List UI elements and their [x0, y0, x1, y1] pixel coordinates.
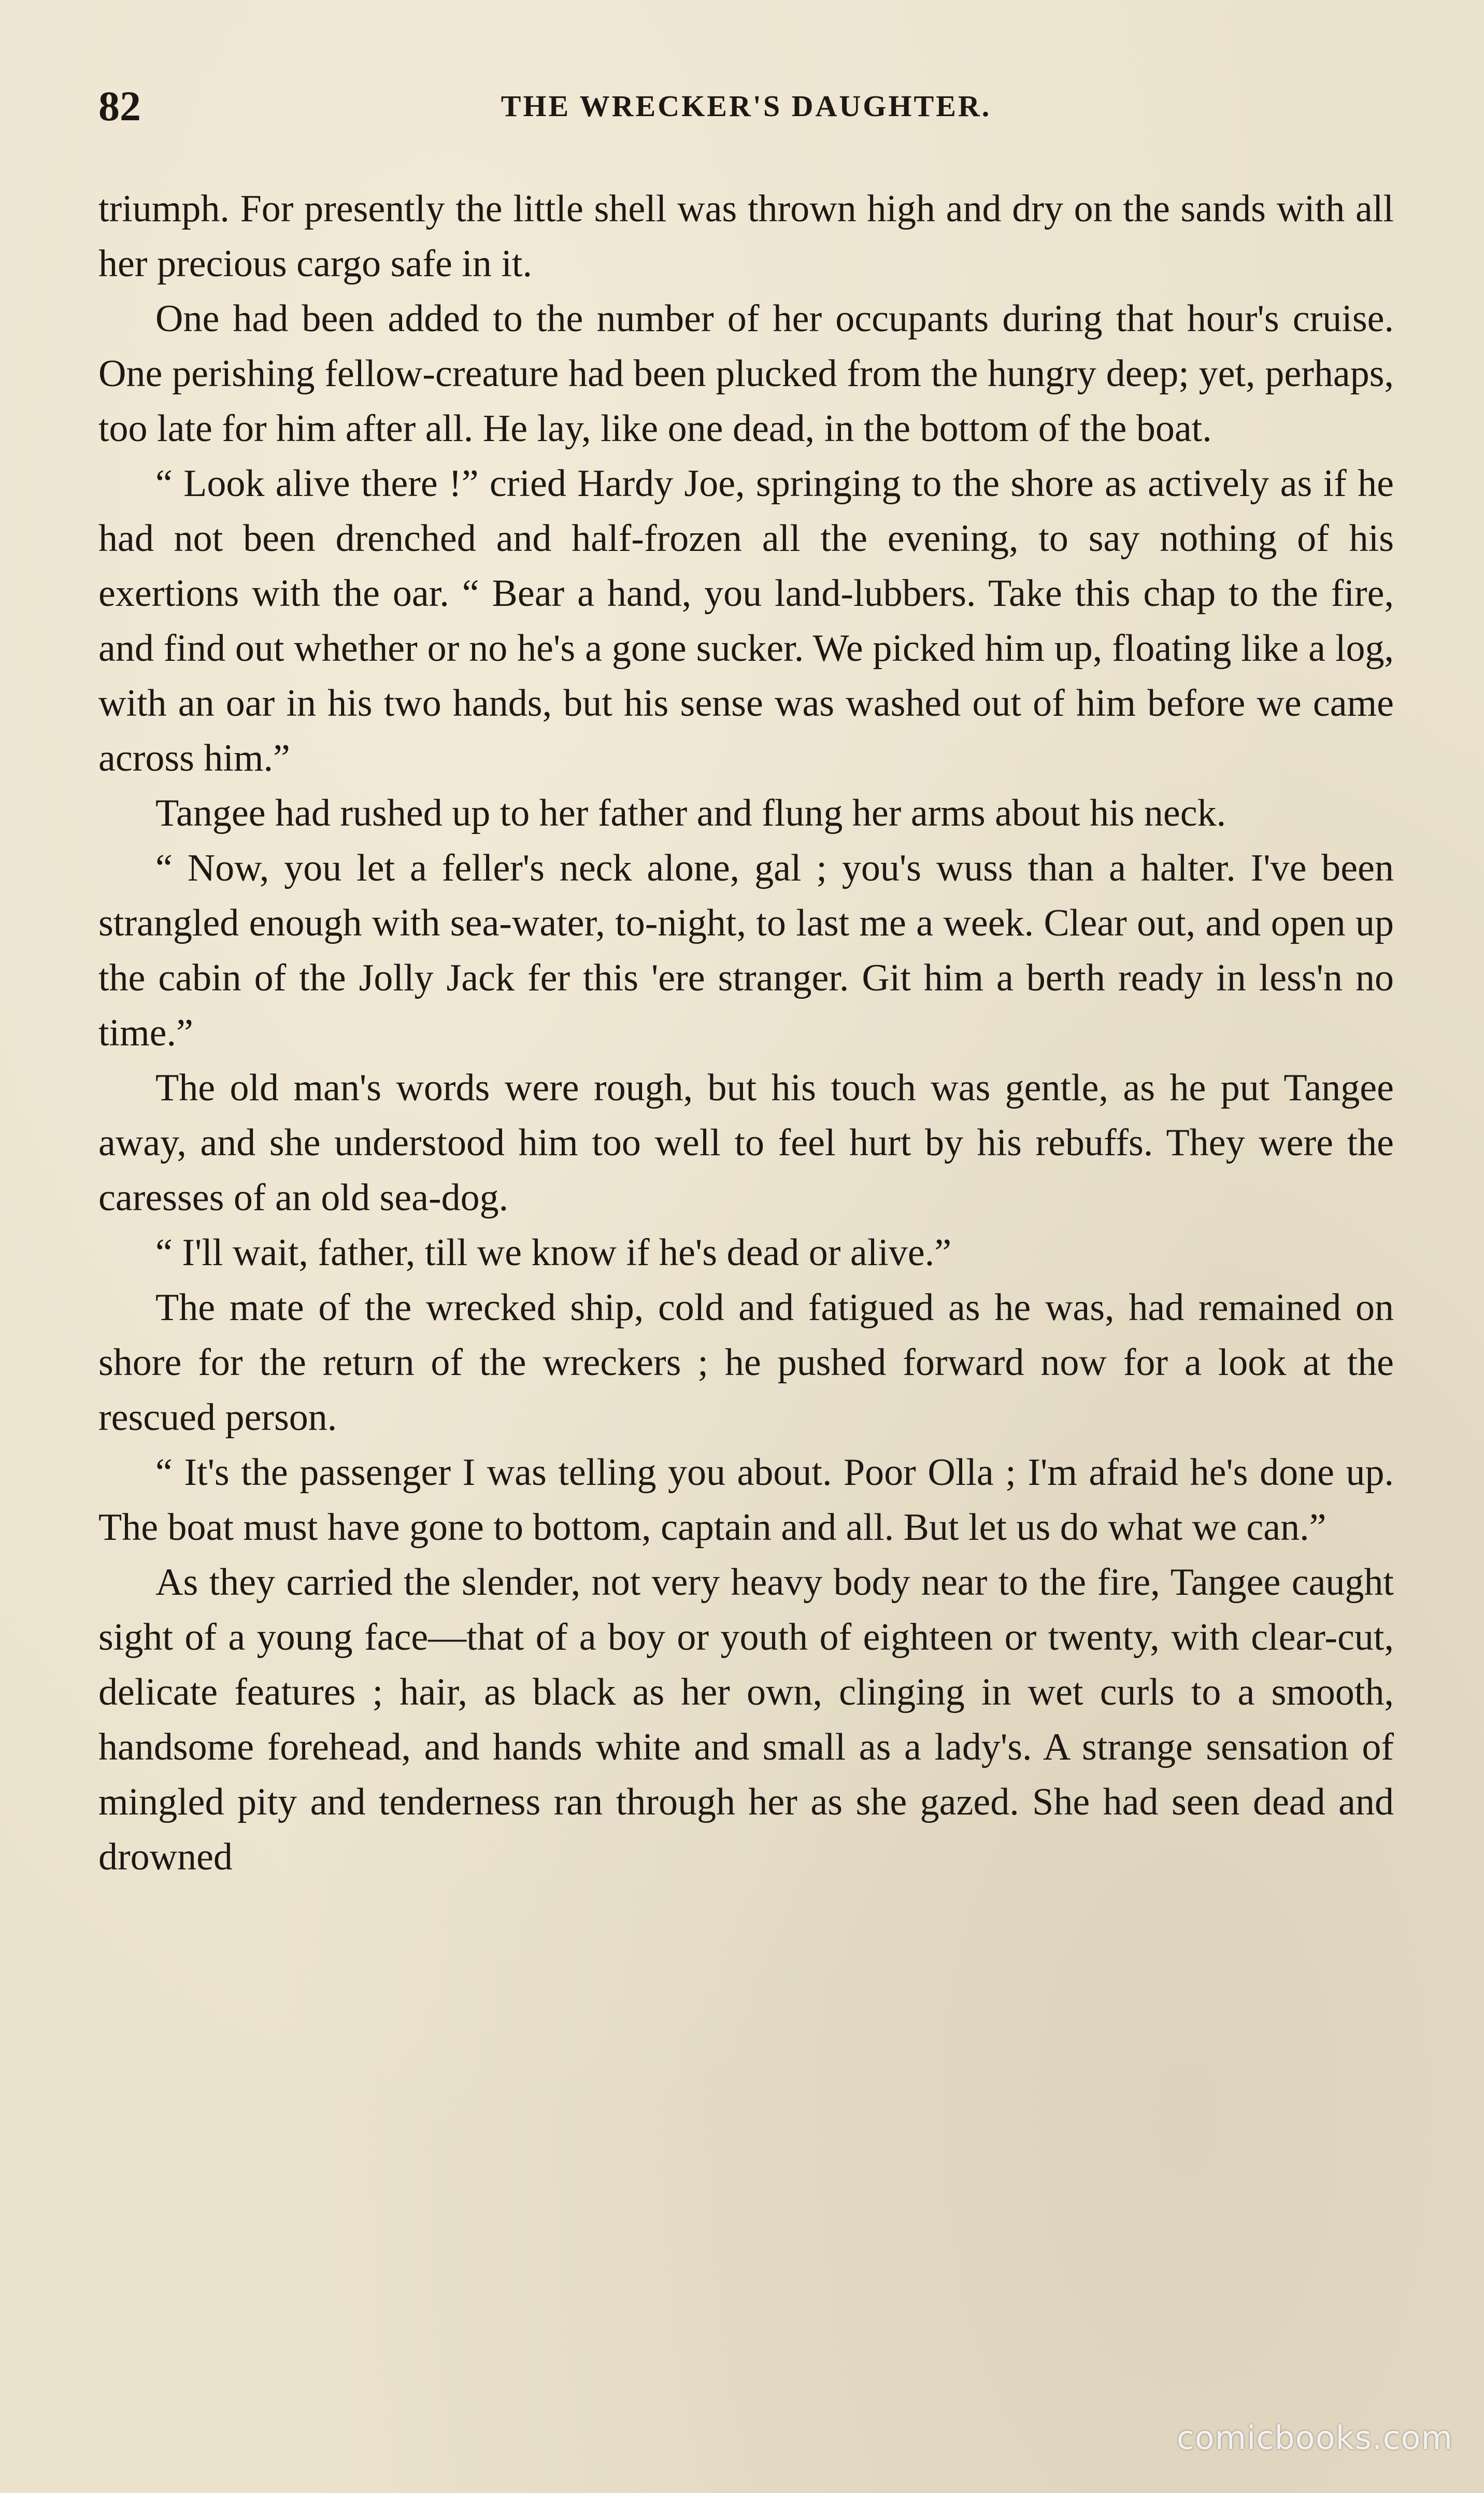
body-text	[98, 181, 1394, 1885]
paragraph-10: As they carried the slender, not very heavy body near to the fire, Tangee caught sight of a young face—that of a boy or youth of eighteen or twenty, with clear-cut, delicate features ; hair, as black as her own, clinging in wet curls to a smooth, handsome forehead, and hands white and small as a lady's. A strange sensation of mingled pity and tenderness ran through her as she gazed. She had seen dead and drowned	[98, 1561, 1394, 1878]
page-number: 82	[98, 82, 141, 130]
paragraph-1: triumph. For presently the little shell was thrown high and dry on the sands with all her precious cargo safe in it.	[98, 188, 1394, 285]
watermark: comicbooks.com	[1176, 2419, 1453, 2457]
running-title: THE WRECKER'S DAUGHTER.	[501, 89, 992, 123]
paragraph-3: “ Look alive there !” cried Hardy Joe, springing to the shore as actively as if he had not been drenched and half-frozen all the evening, to say nothing of his exertions with the oar. “ Bear a hand, you land-lubbers. Take this chap to the fire, and find out whether or no he's a gone sucker. We picked him up, floating like a log, with an oar in his two hands, but his sense was washed out of him before we came across him.”	[98, 462, 1394, 780]
paragraph-9: “ It's the passenger I was telling you about. Poor Olla ; I'm afraid he's done up. The boat must have gone to bottom, captain and all. But let us do what we can.”	[98, 1451, 1394, 1549]
paragraph-7: “ I'll wait, father, till we know if he's dead or alive.”	[155, 1231, 952, 1274]
paragraph-4: Tangee had rushed up to her father and flung her arms about his neck.	[155, 792, 1226, 834]
paragraph-8: The mate of the wrecked ship, cold and fatigued as he was, had remained on shore for the return of the wreckers ; he pushed forward now for a look at the rescued person.	[98, 1286, 1394, 1439]
running-head	[98, 78, 1394, 135]
paragraph-5: “ Now, you let a feller's neck alone, gal ; you's wuss than a halter. I've been strangled enough with sea-water, to-night, to last me a week. Clear out, and open up the cabin of the Jolly Jack fer this 'ere stranger. Git him a berth ready in less'n no time.”	[98, 847, 1394, 1054]
paragraph-2: One had been added to the number of her occupants during that hour's cruise. One perishing fellow-creature had been plucked from the hungry deep; yet, perhaps, too late for him after all. He lay, like one dead, in the bottom of the boat.	[98, 298, 1394, 450]
paragraph-6: The old man's words were rough, but his touch was gentle, as he put Tangee away, and she understood him too well to feel hurt by his rebuffs. They were the caresses of an old sea-dog.	[98, 1067, 1394, 1219]
